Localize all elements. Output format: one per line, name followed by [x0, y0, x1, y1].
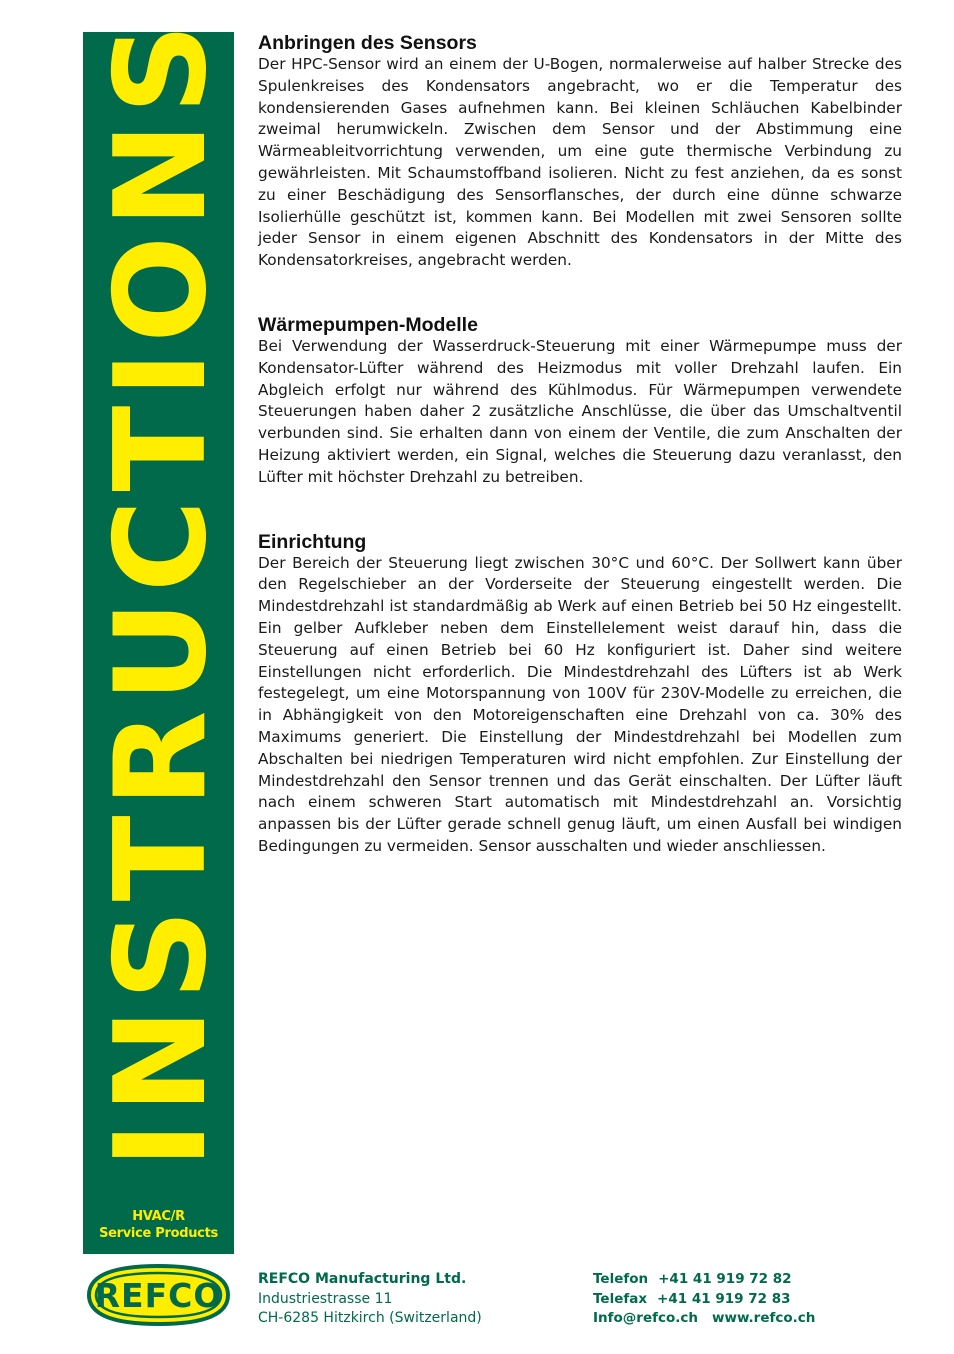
city-address: CH-6285 Hitzkirch (Switzerland) [258, 1310, 482, 1326]
section-setup [258, 531, 902, 858]
fax-line [593, 1290, 815, 1310]
email-link[interactable]: Info@refco.ch [593, 1310, 698, 1326]
section-heading: Anbringen des Sensors [258, 32, 477, 54]
web-line [593, 1309, 815, 1329]
section-heading: Wärmepumpen-Modelle [258, 313, 478, 336]
contact-info [593, 1270, 815, 1329]
instruction-content [258, 32, 902, 900]
section-body: Der Bereich der Steuerung liegt zwischen 30°C und 60°C. Der Sollwert kann über den Regelschieber an der Vorderseite der Steuerung eingestellt werden. Die Mindestdrehzahl ist standardmäßig ab Werk auf einen Betrieb bei 50 Hz eingestellt. Ein gelber Aufkleber neben dem Einstellelement weist darauf hin, dass die Steuerung auf einen Betrieb bei 60 Hz konfiguriert ist. Daher sind weitere Einstellungen nicht erforderlich. Die Mindestdrehzahl des Lüfters ist ab Werk festegelegt, um eine Motorspannung von 100V für 230V-Modelle zu erreichen, die in Abhängigkeit von den Motoreigenschaften eine Drehzahl von ca. 30% des Maximums generiert. Die Einstellung der Mindestdrehzahl bei Modellen zum Abschalten bei niedrigen Temperaturen wird nicht empfohlen. Zur Einstellung der Mindestdrehzahl den Sensor trennen und das Gerät einschalten. Der Lüfter läuft nach einem schweren Start automatisch mit Mindestdrehzahl an. Vorsichtig anpassen bis der Lüfter gerade schnell genug läuft, um einen Ausfall bei windigen Bedingungen zu vermeiden. Sensor ausschalten und wieder anschliessen. [258, 553, 902, 855]
refco-logo-icon [83, 1262, 234, 1328]
logo-wordmark: REFCO [94, 1276, 223, 1315]
tagline [83, 1208, 234, 1242]
section-heading: Einrichtung [258, 530, 367, 553]
phone-number: +41 41 919 72 82 [658, 1271, 792, 1287]
section-heat-pump-models [258, 314, 902, 489]
refco-logo [83, 1262, 234, 1328]
phone-label: Telefon [593, 1271, 649, 1287]
section-body: Der HPC-Sensor wird an einem der U-Bogen, normalerweise auf halber Strecke des Spulenkreises des Kondensators angebracht, wo er die Temperatur des kondensierenden Gases aufnehmen kann. Bei kleinen Schläuchen Kabelbinder zweimal herumwickeln. Zwischen dem Sensor und der Abstimmung eine Wärmeableitvorrichtung verwenden, um eine gute thermische Verbindung zu gewährleisten. Mit Schaumstoffband isolieren. Nicht zu fest anziehen, da es sonst zu einer Beschädigung des Sensorflansches, der durch eine dünne schwarze Isolierhülle geschützt ist, kommen kann. Bei Modellen mit zwei Sensoren sollte jeder Sensor in einem eigenen Abschnitt des Kondensators in der Mitte des Kondensatorkreises, angebracht werden. [258, 55, 902, 270]
fax-label: Telefax [593, 1290, 648, 1307]
section-body: Bei Verwendung der Wasserdruck-Steuerung mit einer Wärmepumpe muss der Kondensator-Lüfter während des Heizmodus mit voller Drehzahl laufen. Ein Abgleich erfolgt nur während des Kühlmodus. Für Wärmepumpen verwendete Steuerungen haben daher 2 zusätzliche Anschlüsse, die über das Umschaltventil verbunden sind. Sie erhalten dann von einem der Ventile, die zum Anschalten der Heizung aktiviert werden, ein Signal, welches die Steuerung dazu veranlasst, den Lüfter mit höchster Drehzahl zu betreiben. [258, 336, 902, 486]
street-address: Industriestrasse 11 [258, 1290, 393, 1307]
tagline-line2: Service Products [99, 1226, 218, 1241]
tagline-line1: HVAC/R [132, 1209, 185, 1224]
banner-title: INSTRUCTIONS [87, 15, 234, 1169]
section-sensor-mounting [258, 32, 902, 272]
website-link[interactable]: www.refco.ch [712, 1310, 816, 1326]
company-name: REFCO Manufacturing Ltd. [258, 1271, 467, 1287]
instructions-banner [83, 15, 234, 1254]
company-address [258, 1270, 482, 1329]
phone-line [593, 1270, 815, 1290]
fax-number: +41 41 919 72 83 [657, 1290, 791, 1307]
